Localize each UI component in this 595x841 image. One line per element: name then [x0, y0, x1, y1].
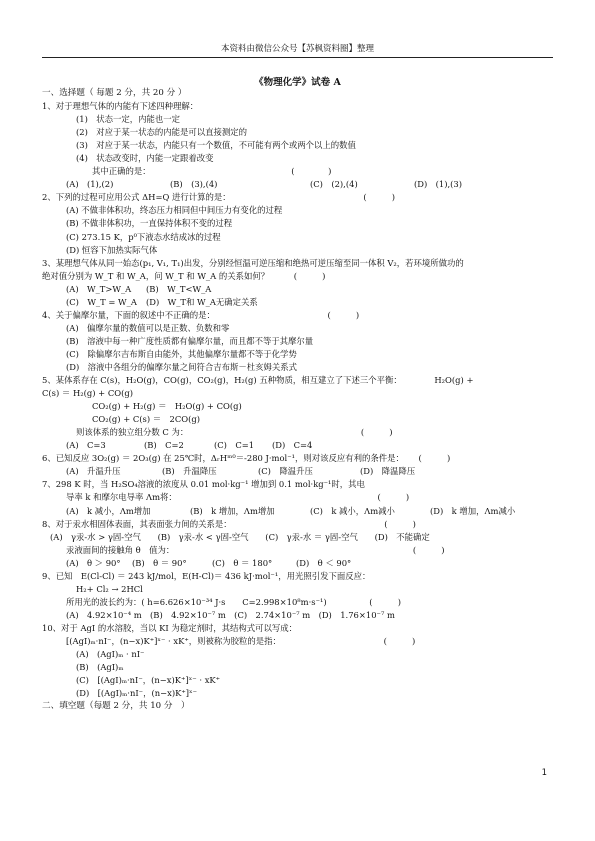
prompt-text: 所用光的波长约为：( h=6.626×10⁻³⁴ J·s C=2.998×10⁸m·s⁻¹) — [66, 596, 327, 607]
option-b: (B) 不做非体积功，一直保持体积不变的过程 — [66, 218, 233, 229]
answer-blank: ( ) — [327, 309, 360, 320]
answer-blank: ( ) — [293, 270, 326, 281]
option-a: (A) 升温升压 — [66, 466, 121, 477]
option-d: (D) [(AgI)ₘ·nI⁻，(n−x)K⁺]ˣ⁻ — [76, 688, 198, 699]
option-d: (D) 溶液中各组分的偏摩尔量之间符合吉布斯－杜亥姆关系式 — [66, 361, 297, 372]
option-row — [42, 465, 557, 478]
option-a: (A) (AgI)ₘ · nI⁻ — [76, 649, 145, 660]
option-d: (D) C=4 — [272, 440, 313, 451]
question-stem — [42, 452, 557, 465]
option-d: (D) k 增加，Λm减小 — [430, 505, 516, 516]
prompt-text: 则该体系的独立组分数 C 为： — [76, 427, 189, 438]
question-prompt — [42, 544, 557, 557]
option-d: (D) θ ＜ 90° — [296, 557, 352, 568]
option-a: (A) C=3 — [66, 440, 106, 451]
header-rule — [42, 57, 553, 58]
question-stem — [42, 374, 557, 387]
question-stem — [42, 191, 557, 204]
option-d: (D) (1),(3) — [414, 179, 463, 190]
option-b: (B) 升温降压 — [162, 466, 217, 477]
formula-text: [(AgI)ₘ·nI⁻，(n−x)K⁺]ˣ⁻ · xK⁺，则被称为胶粒的是指： — [66, 635, 281, 646]
stem-text: 2、下列的过程可应用公式 ΔH=Q 进行计算的是： — [42, 192, 231, 203]
answer-blank: ( ) — [369, 596, 401, 607]
stem-tail: H₂O(g) + — [434, 375, 474, 386]
page-header: 本资料由微信公众号【苏枫资料圈】整理 — [220, 44, 374, 54]
option-row — [42, 557, 557, 570]
question-prompt — [42, 165, 557, 178]
exam-title: 《物理化学》试卷 A — [254, 77, 341, 88]
question-stem: 10、对于 AgI 的水溶胶，当以 KI 为稳定剂时，其结构式可以写成： — [42, 622, 297, 633]
option-d: (D) 恒容下加热实际气体 — [66, 244, 158, 255]
reaction-equation: H₂+ Cl₂ → 2HCl — [76, 583, 143, 594]
option-row — [42, 283, 557, 296]
statement-item: (3) 对应于某一状态，内能只有一个数值，不可能有两个或两个以上的数值 — [76, 140, 356, 151]
option-a: (A) W_T>W_A — [66, 283, 132, 294]
option-row — [42, 439, 557, 452]
option-row — [42, 178, 557, 191]
option-a: (A) k 减小，Λm增加 — [66, 505, 151, 516]
statement-item: (4) 状态改变时，内能一定跟着改变 — [76, 153, 214, 164]
option-a: (A) 偏摩尔量的数值可以是正数、负数和零 — [66, 322, 230, 333]
equation: CO₂(g) + C(s) ＝ 2CO(g) — [92, 414, 201, 425]
option-c: (C) (2),(4) — [310, 179, 358, 190]
answer-blank: ( ) — [412, 544, 445, 555]
prompt-text: 其中正确的是： — [92, 166, 151, 177]
option-b: (B) 溶液中每一种广度性质都有偏摩尔量，而且都不等于其摩尔量 — [66, 335, 314, 346]
option-d: (D) W_T和 W_A无确定关系 — [146, 296, 258, 307]
stem-text: 5、某体系存在 C(s)，H₂O(g)，CO(g)，CO₂(g)，H₂(g) 五种物质，相互建立了下述三个平衡： — [42, 375, 402, 386]
option-d: (D) 降温降压 — [360, 466, 416, 477]
option-row: (A) γ汞-水 > γ固-空气 (B) γ汞-水 < γ固-空气 (C) γ汞-水 ＝ γ固-空气 (D) 不能确定 — [50, 531, 430, 542]
stem-text: 导率 k 和摩尔电导率 Λm将： — [66, 492, 177, 503]
option-b: (B) θ ＝ 90° — [132, 557, 187, 568]
question-stem: 9、已知 E(Cl-Cl) ＝ 243 kJ/mol，E(H-Cl)＝ 436 kJ·mol⁻¹，用光照引发下面反应： — [42, 570, 371, 581]
answer-blank: ( ) — [418, 453, 451, 464]
equation: CO₂(g) + H₂(g) ＝ H₂O(g) + CO(g) — [92, 401, 242, 412]
option-row: (A) 4.92×10⁻⁴ m (B) 4.92×10⁻⁷ m (C) 2.74×10⁻⁷ m (D) 1.76×10⁻⁷ m — [66, 609, 395, 620]
option-c: (C) 273.15 K，p⁰下液态水结成冰的过程 — [66, 231, 221, 242]
option-b: (B) k 增加，Λm增加 — [190, 505, 275, 516]
option-row — [42, 296, 557, 309]
question-prompt — [42, 426, 557, 439]
stem-text: 8、对于汞水相固体表面，其表面张力间的关系是： — [42, 518, 232, 529]
statement-item: (2) 对应于某一状态的内能是可以直接测定的 — [76, 127, 247, 138]
option-c: (C) [(AgI)ₘ·nI⁻，(n−x)K⁺]ˣ⁻ · xK⁺ — [76, 675, 221, 686]
option-b: (B) (3),(4) — [170, 179, 218, 190]
question-stem: 1、对于理想气体的内能有下述四种理解： — [42, 101, 199, 112]
option-a: (A) θ ＞ 90° — [66, 557, 121, 568]
option-c: (C) W_T = W_A — [66, 296, 137, 307]
answer-blank: ( ) — [291, 166, 332, 177]
option-row — [42, 505, 557, 518]
question-prompt — [42, 596, 557, 609]
stem-text: 4、关于偏摩尔量，下面的叙述中不正确的是： — [42, 309, 215, 320]
equation: C(s) ＝ H₂(g) + CO(g) — [42, 388, 134, 399]
question-stem: 7、298 K 时，当 H₂SO₄溶液的浓度从 0.01 mol·kg⁻¹ 增加到 0.1 mol·kg⁻¹时，其电 — [42, 479, 365, 490]
question-stem — [42, 309, 557, 322]
option-b: (B) W_T<W_A — [146, 283, 212, 294]
answer-blank: ( ) — [384, 518, 416, 529]
prompt-text: 汞液面间的接触角 θ 值为： — [66, 544, 175, 555]
answer-blank: ( ) — [360, 427, 393, 438]
question-stem-continued — [42, 491, 557, 504]
stem-text: 6、已知反应 3O₂(g) ＝ 2O₃(g) 在 25℃时，ΔᵣHᵐ⁰＝-280 J·mol⁻¹，则对该反应有利的条件是： — [42, 453, 404, 464]
section-heading: 二、填空题（每题 2 分，共 10 分 ） — [42, 701, 190, 712]
statement-item: (1) 状态一定，内能也一定 — [76, 114, 180, 125]
option-c: (C) 除偏摩尔吉布斯自由能外，其他偏摩尔量都不等于化学势 — [66, 348, 297, 359]
option-a: (A) (1),(2) — [66, 179, 114, 190]
option-a: (A) 不做非体积功，终态压力相同但中间压力有变化的过程 — [66, 205, 283, 216]
question-stem — [42, 518, 557, 531]
question-stem: 3、某理想气体从同一始态(p₁, V₁, T₁)出发，分别经恒温可逆压缩和绝热可逆压缩至同一体积 V₂，若环境所做功的 — [42, 257, 464, 268]
exam-content — [42, 87, 557, 713]
option-b: (B) C=2 — [144, 440, 184, 451]
stem-text: 绝对值分别为 W_T 和 W_A，问 W_T 和 W_A 的关系如何？ — [42, 270, 270, 281]
option-b: (B) (AgI)ₘ — [76, 662, 124, 673]
colloid-formula — [42, 635, 557, 648]
option-c: (C) k 减小，Λm减小 — [310, 505, 395, 516]
answer-blank: ( ) — [377, 492, 410, 503]
section-heading: 一、选择题（ 每题 2 分，共 20 分 ） — [42, 88, 187, 98]
option-c: (C) θ ＝ 180° — [212, 557, 273, 568]
option-c: (C) 降温升压 — [258, 466, 313, 477]
answer-blank: ( ) — [383, 635, 416, 646]
page-number: 1 — [541, 768, 547, 778]
question-stem-continued — [42, 270, 557, 283]
option-c: (C) C=1 — [214, 440, 255, 451]
answer-blank: ( ) — [363, 192, 395, 203]
